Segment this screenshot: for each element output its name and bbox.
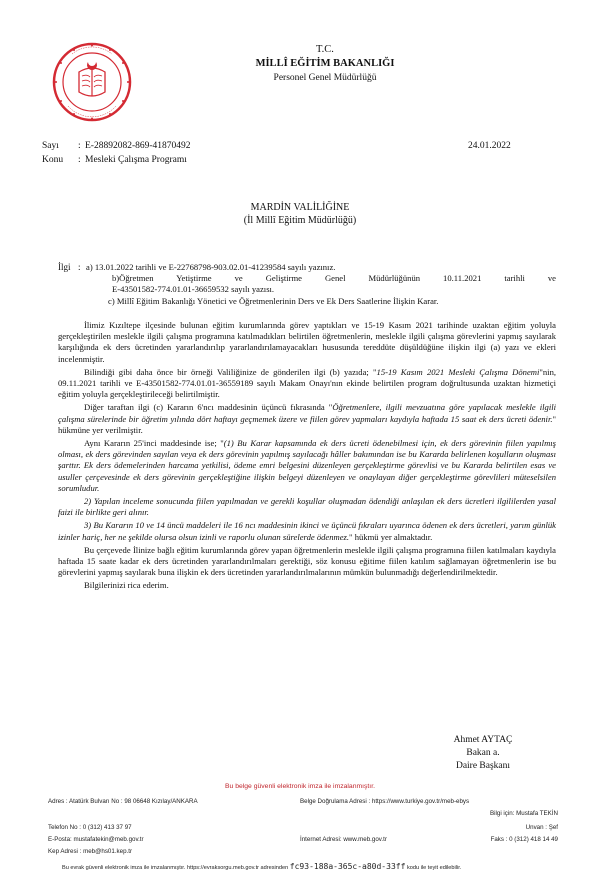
footer-verify-address[interactable]: Belge Doğrulama Adresi : https://www.turkiye.gov.tr/meb-ebys: [300, 798, 470, 805]
signer-title-2: Daire Başkanı: [455, 761, 511, 771]
konu-colon: :: [78, 155, 81, 165]
footer-fax: Faks : 0 (312) 418 14 49: [490, 836, 558, 843]
body-paragraph-5: 2) Yapılan inceleme sonucunda fiilen yapılmadan ve gerekli koşullar oluşmadan ödendiği anlaşılan ek ders ücretleri ilgililerden yasal faizi ile birlikte geri alınır.: [58, 496, 556, 518]
sayi-label: Sayı: [42, 141, 59, 151]
signer-name: Ahmet AYTAÇ: [453, 735, 513, 745]
footer-address: Adres : Atatürk Bulvarı No : 98 06648 Kızılay/ANKARA: [48, 798, 198, 805]
footer-verification-line: [62, 862, 461, 871]
recipient-subtitle: (İl Millî Eğitim Müdürlüğü): [243, 215, 357, 226]
sayi-value: E-28892082-869-41870492: [85, 141, 191, 151]
header-tc: T.C.: [316, 44, 334, 55]
ilgi-item-a: a) 13.01.2022 tarihli ve E-22768798-903.02.01-41239584 sayılı yazınız.: [86, 262, 336, 272]
footer-kep: Kep Adresi : meb@hs01.kep.tr: [48, 848, 133, 855]
letter-body: [58, 320, 556, 594]
ilgi-list: [86, 262, 556, 307]
signature-block: [408, 734, 558, 773]
body-paragraph-3: Diğer taraftan ilgi (c) Kararın 6'ncı maddesinin üçüncü fıkrasında "Öğretmenlere, ilgili mevzuatına göre yapılacak meslekle ilgili çalışma sürelerinde bir öğretim yılında dört haftayı geçmemek üzere ve fiilen görev yapmaları kaydıyla haftada 15 saat ek ders ücreti ödenir." hükmüne yer verilmiştir.: [58, 402, 556, 435]
ministry-seal-logo: [52, 42, 132, 122]
konu-label: Konu: [42, 155, 64, 165]
footer-unvan: Unvan : Şef: [525, 824, 558, 831]
body-paragraph-4: Aynı Kararın 25'inci maddesinde ise; "(1) Bu Karar kapsamında ek ders ücreti ödenebilmesi için, ek ders görevinin fiilen yapılmış olması, ek ders görevinden sayılan veya ek ders görevinin yapılmış sayılacağı hâller bakımından ise bu Kararda belirlenen koşulların oluşması şarttır. Ek ders ödemelerinden harcama yetkilisi, ödeme emri belgesini düzenleyen gerçekleştirme görevlisi ve bu Kararda belirtilen esas ve usuller çerçevesinde ek ders görevinin gerçekleştiğine ilişkin belgeyi düzenleyen ve onaylayan diğer gerçekleştirme görevlileri müteselsilen sorumludur.: [58, 438, 557, 493]
verification-suffix: kodu ile teyit edilebilir.: [406, 865, 462, 871]
letterhead: [200, 43, 450, 85]
footer-email[interactable]: E-Posta: mustafatekin@meb.gov.tr: [48, 836, 144, 843]
footer-internet[interactable]: İnternet Adresi: www.meb.gov.tr: [300, 836, 387, 843]
document-date: 24.01.2022: [468, 141, 511, 151]
ilgi-item-c: c) Millî Eğitim Bakanlığı Yönetici ve Öğretmenlerinin Ders ve Ek Ders Saatlerine İlişkin Karar.: [108, 295, 439, 306]
body-paragraph-7: Bu çerçevede İlinize bağlı eğitim kurumlarında görev yapan öğretmenlerin meslekle ilgili çalışma programına fiilen katılmaları kaydıyla haftada 15 saate kadar ek ders ücretinden yararlandırılmaları gerektiği, söz konusu eğitime fiilen katılım sağlamayan öğretmenlerin ise bu görevlerini yapmış sayılarak buna ilişkin ek ders ücretinden yararlandırılmalarının mümkün bulunmadığı değerlendirilmektedir.: [58, 544, 556, 578]
verification-prefix: Bu evrak güvenli elektronik imza ile imzalanmıştır. https://evraksorgu.meb.gov.tr adresinden: [62, 865, 289, 871]
ilgi-label: İlgi: [58, 262, 71, 272]
recipient-title: MARDİN VALİLİĞİNE: [250, 202, 350, 213]
body-paragraph-8: Bilgilerinizi rica ederim.: [84, 580, 169, 591]
konu-value: Mesleki Çalışma Programı: [85, 155, 187, 165]
body-paragraph-6: 3) Bu Kararın 10 ve 14 üncü maddeleri ile 16 ncı maddesinin ikinci ve üçüncü fıkraları uyarınca ödenen ek ders ücretleri, yarım günlük izinler hariç, her ne şekilde olursa olsun izinli ve raporlu olunan sürelerde ödenmez." hükmü yer almaktadır.: [58, 520, 556, 542]
body-paragraph-2: Bilindiği gibi daha önce bir örneği Valiliğinize de gönderilen ilgi (b) yazıda; "15-19 Kasım 2021 Mesleki Çalışma Dönemi"nin, 09.11.2021 tarihli ve E-43501582-774.01.01-36559189 sayılı Makam Onayı'nın ekinde belirtilen program doğrultusunda uzaktan hizmetiçi eğitim yoluyla gerçekleştirileceği belirtilmiştir.: [58, 366, 557, 400]
ilgi-item-b1: b)Öğretmen Yetiştirme ve Geliştirme Genel Müdürlüğünün 10.11.2021 tarihli ve: [112, 273, 556, 284]
verification-code: fc93-188a-365c-a80d-33ff: [289, 862, 406, 871]
footer-phone: Telefon No : 0 (312) 413 37 97: [48, 824, 132, 831]
esign-notice: Bu belge güvenli elektronik imza ile imzalanmıştır.: [225, 783, 375, 790]
body-paragraph-1: İlimiz Kızıltepe ilçesinde bulunan eğitim kurumlarında görev yaptıkları ve 15-19 Kasım 2021 tarihinde uzaktan eğitim yoluyla gerçekleştirilen meslekle ilgili çalışma programına katılmadıkları belirtilen öğretmenlerin, meslekle ilgili çalışma görevlerini yapmış sayılarak karşılığında ek ders ücretinden yararlandırılıp yararlandırılamayacakları hususunda tereddüte düşüldüğüne ilişkin ilgi (a) yazı ve ekleri incelenmiştir.: [58, 320, 556, 364]
ilgi-item-b2: E-43501582-774.01.01-36659532 sayılı yazısı.: [112, 284, 275, 295]
header-ministry: MİLLÎ EĞİTİM BAKANLIĞI: [255, 58, 395, 69]
ilgi-colon: :: [78, 262, 81, 272]
header-department: Personel Genel Müdürlüğü: [273, 73, 377, 83]
footer-info-person: Bilgi için: Mustafa TEKİN: [490, 810, 558, 817]
signer-title-1: Bakan a.: [466, 748, 500, 758]
sayi-colon: :: [78, 141, 81, 151]
